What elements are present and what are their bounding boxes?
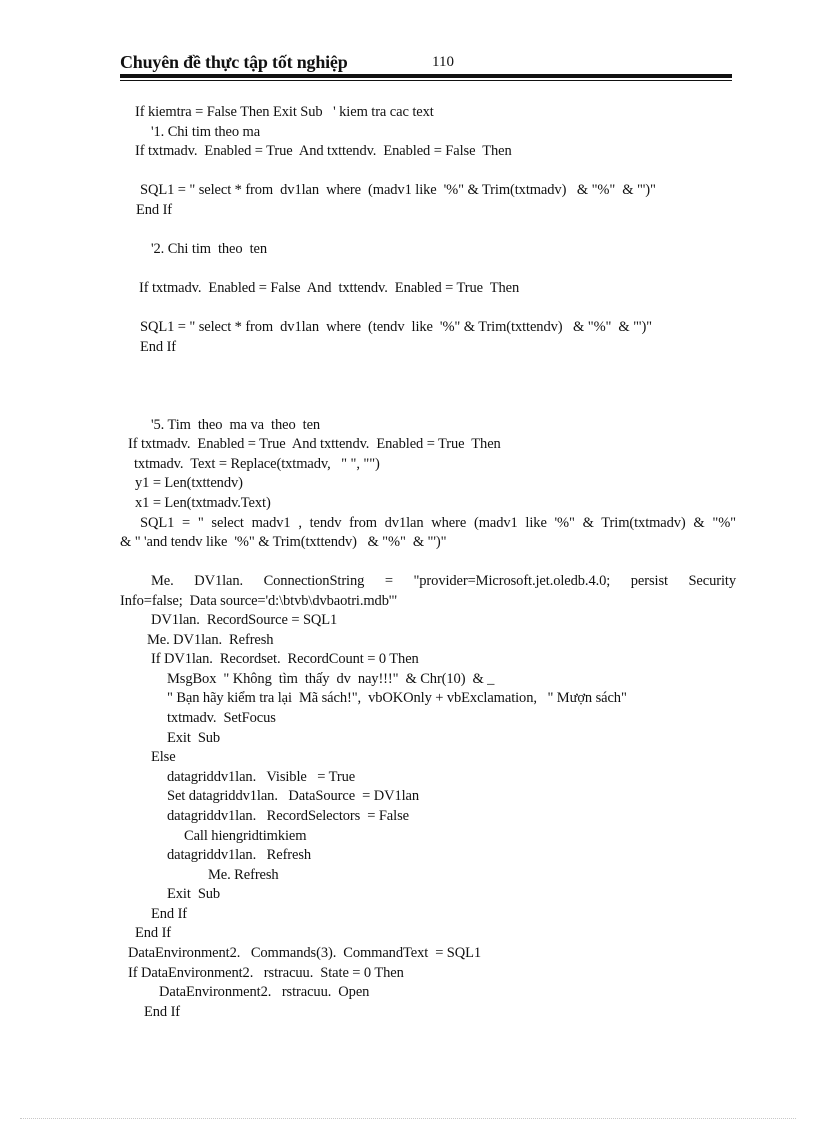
code-line: '1. Chi tim theo ma [151, 124, 261, 140]
code-line: If txtmadv. Enabled = True And txttendv. Enabled = False Then [135, 143, 512, 159]
code-line: SQL1 = " select madv1 , tendv from dv1lan where (madv1 like '%" & Trim(txtmadv) & "%" [140, 515, 736, 531]
code-line: y1 = Len(txttendv) [135, 475, 243, 491]
code-line: " Bạn hãy kiểm tra lại Mã sách!", vbOKOnly + vbExclamation, " Mượn sách" [167, 690, 627, 706]
code-line: SQL1 = " select * from dv1lan where (tendv like '%" & Trim(txttendv) & "%" & "')" [140, 319, 652, 335]
code-line: If txtmadv. Enabled = True And txttendv. Enabled = True Then [128, 436, 501, 452]
code-line: If txtmadv. Enabled = False And txttendv. Enabled = True Then [139, 280, 520, 296]
code-line: Set datagriddv1lan. DataSource = DV1lan [167, 788, 420, 804]
code-line: '5. Tim theo ma va theo ten [151, 417, 321, 433]
code-line: txtmadv. Text = Replace(txtmadv, " ", "") [134, 456, 380, 472]
code-line: '2. Chi tim theo ten [151, 241, 268, 257]
footer-dotted-rule [20, 1118, 796, 1120]
code-line: End If [144, 1004, 181, 1020]
code-line: Exit Sub [167, 886, 221, 902]
code-line: & " 'and tendv like '%" & Trim(txttendv) & "%" & "')" [120, 534, 447, 550]
code-line: End If [136, 202, 173, 218]
code-line: DataEnvironment2. Commands(3). CommandText = SQL1 [128, 945, 482, 961]
code-line: Else [151, 749, 176, 765]
header-rule [120, 74, 732, 78]
code-line: Me. DV1lan. ConnectionString = "provider=Microsoft.jet.oledb.4.0; persist Security [151, 573, 736, 589]
code-line: datagriddv1lan. RecordSelectors = False [167, 808, 409, 824]
code-line: x1 = Len(txtmadv.Text) [135, 495, 271, 511]
code-line: If DataEnvironment2. rstracuu. State = 0 Then [128, 965, 404, 981]
code-line: Me. DV1lan. Refresh [147, 632, 274, 648]
page-number: 110 [432, 54, 454, 70]
header-rule-thin [120, 80, 732, 81]
code-line: datagriddv1lan. Visible = True [167, 769, 356, 785]
code-line: If kiemtra = False Then Exit Sub ' kiem tra cac text [135, 104, 434, 120]
code-line: If DV1lan. Recordset. RecordCount = 0 Then [151, 651, 419, 667]
page-header-title: Chuyên đề thực tập tốt nghiệp [120, 52, 348, 72]
code-line: End If [151, 906, 188, 922]
code-line: Me. Refresh [208, 867, 279, 883]
code-line: DV1lan. RecordSource = SQL1 [151, 612, 338, 628]
code-line: Info=false; Data source='d:\btvb\dvbaotri.mdb'" [120, 593, 398, 609]
code-line: MsgBox " Không tìm thấy dv nay!!!" & Chr(10) & _ [167, 671, 495, 687]
code-line: txtmadv. SetFocus [167, 710, 276, 726]
code-line: End If [135, 925, 172, 941]
code-line: Call hiengridtimkiem [184, 828, 307, 844]
code-line: DataEnvironment2. rstracuu. Open [159, 984, 370, 1000]
code-line: SQL1 = " select * from dv1lan where (madv1 like '%" & Trim(txtmadv) & "%" & "')" [140, 182, 656, 198]
code-line: End If [140, 339, 177, 355]
code-line: Exit Sub [167, 730, 221, 746]
code-line: datagriddv1lan. Refresh [167, 847, 312, 863]
